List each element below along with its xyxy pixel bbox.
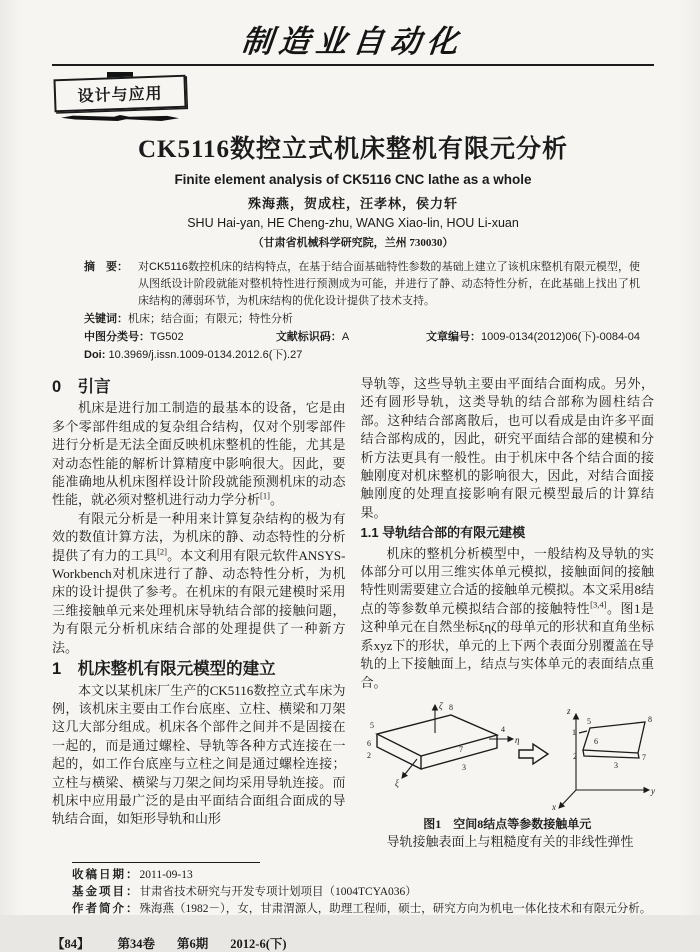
axis-label-x: x [551, 801, 556, 812]
received-label: 收稿日期： [72, 868, 140, 881]
fund-label: 基金项目： [72, 885, 140, 898]
node-label: 2 [572, 751, 577, 761]
axis-label-zeta: ζ [438, 700, 443, 711]
body-columns [52, 375, 654, 852]
axis-label-eta: η [514, 734, 519, 745]
right-column [361, 375, 655, 852]
section-1-1-heading: 1.1 导轨结合部的有限元建模 [360, 525, 526, 541]
left-column [52, 375, 346, 852]
figure-1 [361, 698, 655, 833]
node-label: 3 [461, 762, 466, 772]
paragraph-text: 有限元分析是一种用来计算复杂结构的极为有效的数值计算方法，为机床的静、动态特性的分析提供了有力的工具 [52, 510, 346, 563]
page-number: 【84】 [52, 936, 90, 951]
contact-element-diagram [361, 698, 661, 812]
node-label: 6 [366, 738, 371, 748]
page-header [52, 16, 654, 121]
node-label: 5 [369, 720, 374, 730]
paragraph-text: 机床的整机分析模型中，一般结构及导轨的实体部分可以用三维实体单元模拟，接触面间的接触特性则需要建立合适的接触单元模拟。本文采用8结点的等参数单元模拟结合部的接触特性 [360, 545, 654, 616]
keywords-row [84, 311, 640, 328]
doc-code-label: 文献标识码： [275, 331, 342, 343]
node-label: 5 [586, 716, 591, 726]
sign-base-icon [61, 115, 179, 121]
doc-code-item [276, 329, 426, 346]
received-date-row [52, 867, 654, 884]
clc-value: TG502 [150, 331, 184, 343]
authors-en: SHU Hai-yan, HE Cheng-zhu, WANG Xiao-lin, HOU Li-xuan [187, 216, 519, 230]
journal-title: 制造业自动化 [239, 24, 466, 60]
node-label: 4 [500, 724, 505, 734]
title-block [52, 129, 654, 250]
article-id-label: 文章编号： [426, 331, 481, 343]
axis-label-xi: ξ [394, 777, 399, 788]
left-node-labels [366, 700, 505, 772]
affiliation: （甘肃省机械科学研究院，兰州 730030） [252, 237, 454, 249]
node-label: 8 [448, 702, 453, 712]
section-0-heading: 0 引言 [52, 378, 111, 396]
paragraph-text: 。图1是这种单元在自然坐标ξηζ的母单元的形状和直角坐标系xyz下的形状，单元的上下两个表面分别覆盖在导轨的上下接触面上，结点与实体单元的表面结点重合。 [360, 600, 654, 690]
keywords-text: 机床；结合面；有限元；特性分析 [128, 313, 293, 325]
issue-label: 第6期 [177, 936, 209, 951]
section-1-heading: 1 机床整机有限元模型的建立 [52, 660, 276, 679]
doc-code-value: A [341, 331, 350, 343]
figure-1-caption: 图1 空间8结点等参数接触单元 [423, 816, 592, 831]
article-id-value: 1009-0134(2012)06(下)-0084-04 [481, 331, 640, 343]
citation-ref-3-4: [3,4] [590, 599, 607, 610]
footnote-block [52, 862, 654, 918]
clc-label: 中图分类号： [84, 331, 150, 343]
header-divider [52, 64, 654, 66]
node-label: 1 [571, 727, 576, 737]
article-title-zh: CK5116数控立式机床整机有限元分析 [137, 136, 569, 163]
meta-block [84, 259, 640, 364]
issue-date: 2012-6(下) [230, 936, 287, 951]
abstract-text: 对CK5116数控机床的结构特点，在基于结合面基础特性参数的基础上建立了该机床整机有限元模型，使从图纸设计阶段就能对整机特性进行预测成为可能，并进行了静、动态特性分析，在此基础上找出了机床结构的薄弱环节，为机床结构的优化设计提供了技术支持。 [138, 261, 640, 307]
article-title-en: Finite element analysis of CK5116 CNC lathe as a whole [174, 172, 532, 187]
page-footer [52, 934, 654, 952]
paragraph-modeling [361, 545, 655, 692]
mapped-element-plate [579, 722, 645, 758]
node-label: 6 [593, 736, 598, 746]
citation-ref-1: [1] [260, 491, 270, 502]
doi-label: Doi: [84, 349, 106, 361]
paragraph-section1-left: 本文以某机床厂生产的CK5116数控立式车床为例，该机床主要由工作台底座、立柱、横梁和刀架这几大部分组成。机床各个部件之间并不是固接在一起的，而是通过螺栓、导轨等各种方式连接在一起的，如工作台底座与立柱之间是通过螺栓连接；立柱与横梁、横梁与刀架之间均采用导轨连接。而机床中应用最广泛的是由平面结合面组合面成的导轨结合面，如矩形导轨和山形 [52, 682, 346, 827]
column-tag-sign [54, 72, 186, 121]
abstract-label: 摘 要： [84, 261, 128, 273]
clc-item [84, 329, 276, 346]
paragraph-text: 。 [269, 492, 283, 508]
node-label: 7 [641, 752, 646, 762]
paragraph-text: 机床是进行加工制造的最基本的设备，它是由多个零部件组成的复杂组合结构，仅对个别零部件进行分析是无法全面反映机床整机的性能，尤其是对动态性能的解析计算精度中影响很大。因此，要能准确地从机床图样设计阶段就能预测机床的动态性能，就必须对整机进行动力学分析 [52, 400, 346, 508]
received-value: 2011-09-13 [139, 868, 193, 881]
axis-label-y: y [650, 785, 655, 796]
volume-label: 第34卷 [117, 936, 156, 951]
paragraph-intro-2 [52, 510, 346, 657]
bio-label: 作者简介： [72, 902, 140, 915]
bio-value: 殊海燕（1982－），女，甘肃渭源人，助理工程师，硕士，研究方向为机电一体化技术和有限元分析。 [139, 902, 652, 915]
footnote-divider [72, 862, 260, 863]
article-id-item [426, 329, 640, 346]
doi-row [84, 347, 640, 364]
paragraph-section1-right: 导轨等，这些导轨主要由平面结合面构成。另外，还有圆形导轨，这类导轨的结合部称为圆柱结合部。这种结合部离散后，也可以看成是由许多平面结合部构成的，因此，研究平面结合部的建模和分析方法更具有一般性。由于机床中各个结合面的接触刚度对机床整机的影响很大，因此，对结合面接触刚度的处理直接影响有限元模型最后的计算结果。 [360, 376, 654, 520]
paragraph-intro-1 [52, 399, 346, 509]
column-tag-label: 设计与应用 [53, 75, 186, 113]
author-bio-row [52, 901, 654, 918]
transform-arrow-icon [519, 744, 548, 764]
axis-label-z: z [566, 705, 571, 716]
keywords-label: 关键词： [84, 313, 128, 325]
node-label: 8 [647, 714, 652, 724]
authors-zh: 殊海燕，贺成柱，汪孝林，侯力轩 [247, 196, 458, 211]
node-label: 2 [366, 750, 371, 760]
fund-value: 甘肃省技术研究与开发专项计划项目（1004TCYA036） [139, 885, 417, 898]
node-label: 3 [613, 760, 618, 770]
abstract-row [84, 259, 640, 310]
paragraph-after-figure: 导轨接触表面上与粗糙度有关的非线性弹性 [386, 834, 634, 850]
citation-ref-2: [2] [157, 546, 168, 557]
parent-element-slab [377, 715, 497, 769]
node-label: 7 [458, 744, 463, 754]
paragraph-text: 。本文利用有限元软件ANSYS-Workbench对机床进行了静、动态特性分析，为机床的设计提供了参考。在机床的有限元建模时采用三维接触单元来处理机床导轨结合部的接触问题，为有限元分析机床结合部的处理提供了一种新方法。 [52, 547, 346, 655]
doi-value: 10.3969/j.issn.1009-0134.2012.6(下).27 [108, 349, 303, 361]
fund-row [52, 884, 654, 901]
classification-row [84, 329, 640, 346]
